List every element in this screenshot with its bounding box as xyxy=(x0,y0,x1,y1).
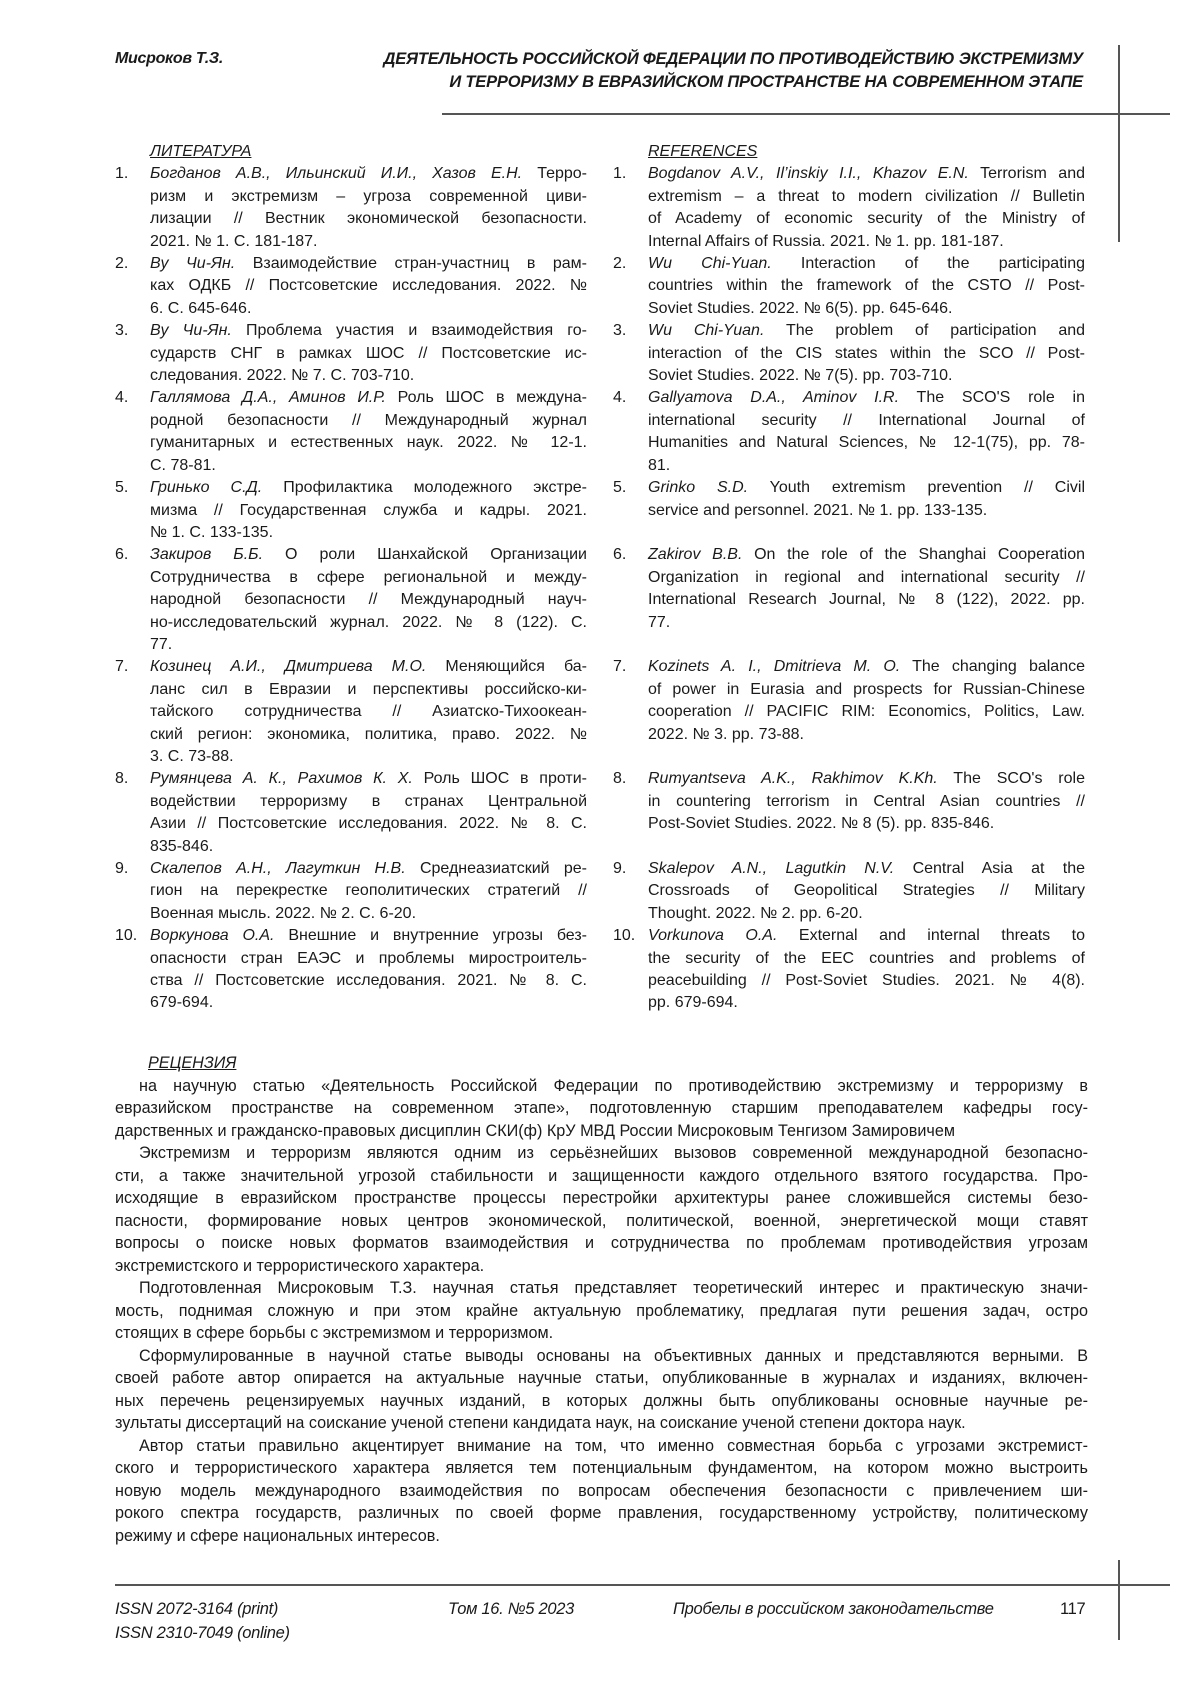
item-authors: Козинец А.И., Дмитриева М.О. xyxy=(150,658,426,675)
item-line xyxy=(648,163,1085,185)
item-line: Soviet Studies. 2022. № 6(5). pp. 645-646. xyxy=(648,298,1085,320)
review-heading: РЕЦЕНЗИЯ xyxy=(115,1052,1088,1075)
issn-online: ISSN 2310-7049 (online) xyxy=(115,1621,290,1645)
literature-item xyxy=(115,656,587,768)
literature-item xyxy=(115,544,587,656)
review-line: новую модель международного взаимодействия по вопросам обеспечения безопасности с привлечением ши- xyxy=(115,1480,1088,1503)
item-number: 2. xyxy=(115,253,150,320)
item-body xyxy=(648,163,1085,253)
review-line: ных перечень рецензируемых научных изданий, в которых должны быть опубликованы основные научные ре- xyxy=(115,1390,1088,1413)
item-authors: Bogdanov A.V., Il’inskiy I.I., Khazov E.N. xyxy=(648,165,969,182)
literature-item xyxy=(115,768,587,858)
review-line: сти, а также значительной угрозой стабильности и защищенности каждого отдельного взятого государства. Про- xyxy=(115,1165,1088,1188)
item-line: Post-Soviet Studies. 2022. № 8 (5). pp. 835-846. xyxy=(648,813,1085,835)
item-body xyxy=(150,768,587,858)
item-text: Меняющийся ба- xyxy=(426,658,587,675)
item-text: On the role of the Shanghai Cooperation xyxy=(742,546,1085,563)
item-body xyxy=(648,253,1085,320)
item-line xyxy=(648,858,1085,880)
item-line: 2021. № 1. С. 181-187. xyxy=(150,231,587,253)
item-line: in countering terrorism in Central Asian countries // xyxy=(648,791,1085,813)
item-text: Профилактика молодежного экстре- xyxy=(262,479,587,496)
page-number: 117 xyxy=(1060,1597,1085,1621)
item-line: ризм и экстремизм – угроза современной циви- xyxy=(150,186,587,208)
header-vertical-rule xyxy=(1118,45,1120,242)
running-head-title-line: И ТЕРРОРИЗМУ В ЕВРАЗИЙСКОМ ПРОСТРАНСТВЕ НА СОВРЕМЕННОМ ЭТАПЕ xyxy=(384,71,1083,94)
reference-item xyxy=(613,253,1085,320)
item-authors: Ву Чи-Ян. xyxy=(150,322,232,339)
item-line: 77. xyxy=(648,612,1085,634)
review-section xyxy=(115,1052,1088,1547)
item-text: Внешние и внутренние угрозы без- xyxy=(274,927,587,944)
item-line: сударств СНГ в рамках ШОС // Постсоветские ис- xyxy=(150,343,587,365)
review-line: Автор статьи правильно акцентирует внимание на том, что именно совместная борьба с угрозами экстремист- xyxy=(115,1435,1088,1458)
item-body xyxy=(648,544,1085,656)
footer-vertical-rule xyxy=(1118,1560,1120,1640)
item-line xyxy=(648,387,1085,409)
item-line: the security of the EEC countries and problems of xyxy=(648,948,1085,970)
item-line: 2022. № 3. pp. 73-88. xyxy=(648,724,1085,746)
item-number: 2. xyxy=(613,253,648,320)
literature-item xyxy=(115,477,587,544)
item-line: cooperation // PACIFIC RIM: Economics, Politics, Law. xyxy=(648,701,1085,723)
review-line: пасности, формирование новых центров экономической, политической, военной, энергетической мощи ставят xyxy=(115,1210,1088,1233)
review-paragraph xyxy=(115,1142,1088,1277)
item-line xyxy=(648,477,1085,499)
item-number: 8. xyxy=(613,768,648,858)
review-paragraph xyxy=(115,1277,1088,1345)
item-number: 5. xyxy=(613,477,648,544)
item-number: 10. xyxy=(613,925,648,1015)
reference-item xyxy=(613,477,1085,544)
item-line: но-исследовательский журнал. 2022. № 8 (122). С. xyxy=(150,612,587,634)
item-text: The problem of participation and xyxy=(764,322,1085,339)
review-line: на научную статью «Деятельность Российской Федерации по противодействию экстремизму и терроризму в xyxy=(115,1075,1088,1098)
references-heading: REFERENCES xyxy=(613,141,1085,163)
review-paragraph xyxy=(115,1345,1088,1435)
item-text: Роль ШОС в проти- xyxy=(413,770,587,787)
review-line: ского и террористического характера является тем потенциальным фундаментом, на котором можно выстроить xyxy=(115,1457,1088,1480)
review-line: рокого спектра государств, различных по своей форме правления, государственному устройству, политическому xyxy=(115,1502,1088,1525)
reference-item xyxy=(613,163,1085,253)
item-text: Взаимодействие стран-участниц в рам- xyxy=(235,255,587,272)
literature-item xyxy=(115,387,587,477)
item-authors: Kozinets A. I., Dmitrieva M. O. xyxy=(648,658,900,675)
reference-item xyxy=(613,544,1085,656)
item-text: Youth extremism prevention // Civil xyxy=(748,479,1085,496)
item-number: 6. xyxy=(613,544,648,656)
review-line: режиму и сфере национальных интересов. xyxy=(115,1525,1088,1548)
item-body xyxy=(648,320,1085,387)
reference-item xyxy=(613,768,1085,858)
item-line: Thought. 2022. № 2. pp. 6-20. xyxy=(648,903,1085,925)
item-line xyxy=(648,544,1085,566)
item-line: следования. 2022. № 7. С. 703-710. xyxy=(150,365,587,387)
item-line: 81. xyxy=(648,455,1085,477)
item-line xyxy=(150,768,587,790)
item-body xyxy=(648,477,1085,544)
item-number: 10. xyxy=(115,925,150,1015)
item-text: Interaction of the participating xyxy=(772,255,1085,272)
literature-item xyxy=(115,858,587,925)
item-line: 6. С. 645-646. xyxy=(150,298,587,320)
review-line: Подготовленная Мисроковым Т.З. научная статья представляет теоретический интерес и практическую значи- xyxy=(115,1277,1088,1300)
item-line: гуманитарных и естественных наук. 2022. № 12-1. xyxy=(150,432,587,454)
item-line: родной безопасности // Международный журнал xyxy=(150,410,587,432)
item-line: Humanities and Natural Sciences, № 12-1(75), pp. 78- xyxy=(648,432,1085,454)
item-number: 8. xyxy=(115,768,150,858)
item-text: О роли Шанхайской Организации xyxy=(263,546,587,563)
item-number: 9. xyxy=(613,858,648,925)
item-line xyxy=(648,320,1085,342)
item-line: 3. С. 73-88. xyxy=(150,746,587,768)
item-body xyxy=(150,656,587,768)
item-text: External and internal threats to xyxy=(777,927,1085,944)
running-head-title-line: ДЕЯТЕЛЬНОСТЬ РОССИЙСКОЙ ФЕДЕРАЦИИ ПО ПРОТИВОДЕЙСТВИЮ ЭКСТРЕМИЗМУ xyxy=(384,48,1083,71)
item-body xyxy=(150,387,587,477)
item-line: international security // International Journal of xyxy=(648,410,1085,432)
item-body xyxy=(648,768,1085,858)
item-text: Среднеазиатский ре- xyxy=(406,860,587,877)
footer-rule xyxy=(115,1584,1170,1586)
review-line: вопросы о поиске новых форматов взаимодействия и сотрудничества по проблемам противодействия угрозам xyxy=(115,1232,1088,1255)
item-body xyxy=(648,858,1085,925)
item-authors: Ву Чи-Ян. xyxy=(150,255,235,272)
item-text: The SCO's role xyxy=(938,770,1085,787)
item-body xyxy=(150,163,587,253)
item-authors: Воркунова О.А. xyxy=(150,927,274,944)
item-line: водействии терроризму в странах Центральной xyxy=(150,791,587,813)
item-number: 4. xyxy=(613,387,648,477)
review-line: зультаты диссертаций на соискание ученой степени кандидата наук, на соискание ученой степени доктора наук. xyxy=(115,1412,1088,1435)
literature-item xyxy=(115,320,587,387)
item-line: International Research Journal, № 8 (122), 2022. pp. xyxy=(648,589,1085,611)
literature-item xyxy=(115,925,587,1015)
footer-volume: Том 16. №5 2023 xyxy=(448,1597,574,1621)
item-authors: Rumyantseva A.K., Rakhimov K.Kh. xyxy=(648,770,938,787)
item-line: ства // Постсоветские исследования. 2021. № 8. С. xyxy=(150,970,587,992)
review-line: Сформулированные в научной статье выводы основаны на объективных данных и представляются верными. В xyxy=(115,1345,1088,1368)
item-authors: Vorkunova O.A. xyxy=(648,927,777,944)
item-line xyxy=(150,544,587,566)
item-text: Проблема участия и взаимодействия го- xyxy=(232,322,587,339)
item-line: service and personnel. 2021. № 1. pp. 133-135. xyxy=(648,500,1085,522)
item-text: Терро- xyxy=(522,165,587,182)
item-number: 7. xyxy=(115,656,150,768)
item-line xyxy=(150,387,587,409)
item-authors: Gallyamova D.A., Aminov I.R. xyxy=(648,389,899,406)
item-line: 679-694. xyxy=(150,992,587,1014)
item-body xyxy=(150,544,587,656)
footer-issn xyxy=(115,1597,290,1645)
item-authors: Zakirov B.B. xyxy=(648,546,742,563)
item-line: Военная мысль. 2022. № 2. С. 6-20. xyxy=(150,903,587,925)
item-body xyxy=(150,925,587,1015)
item-line xyxy=(150,656,587,678)
item-line: тайского сотрудничества // Азиатско-Тихоокеан- xyxy=(150,701,587,723)
item-line: Internal Affairs of Russia. 2021. № 1. pp. 181-187. xyxy=(648,231,1085,253)
item-number: 5. xyxy=(115,477,150,544)
review-line: экстремистского и террористического характера. xyxy=(115,1255,1088,1278)
reference-item xyxy=(613,925,1085,1015)
item-text: The SCO'S role in xyxy=(899,389,1085,406)
item-line: ланс сил в Евразии и перспективы российско-ки- xyxy=(150,679,587,701)
item-body xyxy=(150,858,587,925)
item-line: Organization in regional and international security // xyxy=(648,567,1085,589)
item-line: С. 78-81. xyxy=(150,455,587,477)
item-authors: Скалепов А.Н., Лагуткин Н.В. xyxy=(150,860,406,877)
reference-item xyxy=(613,858,1085,925)
reference-lists xyxy=(115,141,1087,1015)
item-line: peacebuilding // Post-Soviet Studies. 2021. № 4(8). xyxy=(648,970,1085,992)
literature-item xyxy=(115,253,587,320)
item-text: Central Asia at the xyxy=(894,860,1085,877)
item-authors: Богданов А.В., Ильинский И.И., Хазов Е.Н. xyxy=(150,165,522,182)
item-line: Азии // Постсоветские исследования. 2022. № 8. С. xyxy=(150,813,587,835)
item-line: countries within the framework of the CSTO // Post- xyxy=(648,275,1085,297)
item-line xyxy=(150,858,587,880)
review-line: евразийском пространстве на современном этапе», подготовленную старшим преподавателем кафедры госу- xyxy=(115,1097,1088,1120)
review-line: дарственных и гражданско-правовых дисциплин СКИ(ф) КрУ МВД России Мисроковым Тенгизом Замировичем xyxy=(115,1120,1088,1143)
literature-heading: ЛИТЕРАТУРА xyxy=(115,141,587,163)
review-paragraph xyxy=(115,1075,1088,1143)
review-line: своей работе автор опирается на актуальные научные статьи, опубликованные в журналах и изданиях, включен- xyxy=(115,1367,1088,1390)
item-body xyxy=(648,925,1085,1015)
item-line xyxy=(150,477,587,499)
running-head-author: Мисроков Т.З. xyxy=(115,50,223,68)
item-body xyxy=(648,656,1085,768)
item-number: 3. xyxy=(613,320,648,387)
item-line: Soviet Studies. 2022. № 7(5). pp. 703-710. xyxy=(648,365,1085,387)
review-line: стоящих в сфере борьбы с экстремизмом и терроризмом. xyxy=(115,1322,1088,1345)
item-line: ках ОДКБ // Постсоветские исследования. 2022. № xyxy=(150,275,587,297)
item-line: Сотрудничества в сфере региональной и между- xyxy=(150,567,587,589)
item-line: extremism – a threat to modern civilization // Bulletin xyxy=(648,186,1085,208)
item-line: опасности стран ЕАЭС и проблемы миростроитель- xyxy=(150,948,587,970)
item-line: мизма // Государственная служба и кадры. 2021. xyxy=(150,500,587,522)
item-number: 6. xyxy=(115,544,150,656)
item-line: of power in Eurasia and prospects for Russian-Chinese xyxy=(648,679,1085,701)
item-number: 1. xyxy=(115,163,150,253)
item-line: 77. xyxy=(150,634,587,656)
item-body xyxy=(150,253,587,320)
item-line xyxy=(150,163,587,185)
item-body xyxy=(150,477,587,544)
issn-print: ISSN 2072-3164 (print) xyxy=(115,1597,290,1621)
item-line: народной безопасности // Международный науч- xyxy=(150,589,587,611)
item-line: № 1. С. 133-135. xyxy=(150,522,587,544)
item-line: ский регион: экономика, политика, право. 2022. № xyxy=(150,724,587,746)
item-authors: Гринько С.Д. xyxy=(150,479,262,496)
item-text: The changing balance xyxy=(900,658,1085,675)
item-line: 835-846. xyxy=(150,836,587,858)
item-line: pp. 679-694. xyxy=(648,992,1085,1014)
item-authors: Skalepov A.N., Lagutkin N.V. xyxy=(648,860,894,877)
item-authors: Wu Chi-Yuan. xyxy=(648,322,764,339)
header-rule xyxy=(442,113,1170,115)
item-line xyxy=(150,925,587,947)
item-line xyxy=(648,768,1085,790)
item-number: 1. xyxy=(613,163,648,253)
reference-item xyxy=(613,320,1085,387)
footer-journal: Пробелы в российском законодательстве xyxy=(673,1597,994,1621)
item-text: Terrorism and xyxy=(969,165,1085,182)
reference-item xyxy=(613,387,1085,477)
review-line: мость, поднимая сложную и при этом крайне актуальную проблематику, предлагая пути решения задач, остро xyxy=(115,1300,1088,1323)
item-line: of Academy of economic security of the Ministry of xyxy=(648,208,1085,230)
item-line: interaction of the CIS states within the SCO // Post- xyxy=(648,343,1085,365)
item-line xyxy=(150,253,587,275)
item-text: Роль ШОС в междуна- xyxy=(386,389,587,406)
item-line: Crossroads of Geopolitical Strategies // Military xyxy=(648,880,1085,902)
review-paragraph xyxy=(115,1435,1088,1548)
item-authors: Wu Chi-Yuan. xyxy=(648,255,772,272)
item-line xyxy=(648,656,1085,678)
item-number: 3. xyxy=(115,320,150,387)
running-head-title xyxy=(384,48,1083,94)
literature-item xyxy=(115,163,587,253)
item-authors: Grinko S.D. xyxy=(648,479,748,496)
item-body xyxy=(648,387,1085,477)
item-body xyxy=(150,320,587,387)
item-authors: Галлямова Д.А., Аминов И.Р. xyxy=(150,389,386,406)
item-authors: Румянцева А. К., Рахимов К. Х. xyxy=(150,770,413,787)
item-number: 9. xyxy=(115,858,150,925)
item-line xyxy=(648,253,1085,275)
review-line: исходящие в евразийском пространстве процессы перестройки архитектуры ранее сложившейся системы безо- xyxy=(115,1187,1088,1210)
item-number: 4. xyxy=(115,387,150,477)
item-line: гион на перекрестке геополитических стратегий // xyxy=(150,880,587,902)
item-line: лизации // Вестник экономической безопасности. xyxy=(150,208,587,230)
item-line xyxy=(648,925,1085,947)
item-number: 7. xyxy=(613,656,648,768)
review-line: Экстремизм и терроризм являются одним из серьёзнейших вызовов современной международной безопасно- xyxy=(115,1142,1088,1165)
item-line xyxy=(150,320,587,342)
reference-item xyxy=(613,656,1085,768)
item-authors: Закиров Б.Б. xyxy=(150,546,263,563)
